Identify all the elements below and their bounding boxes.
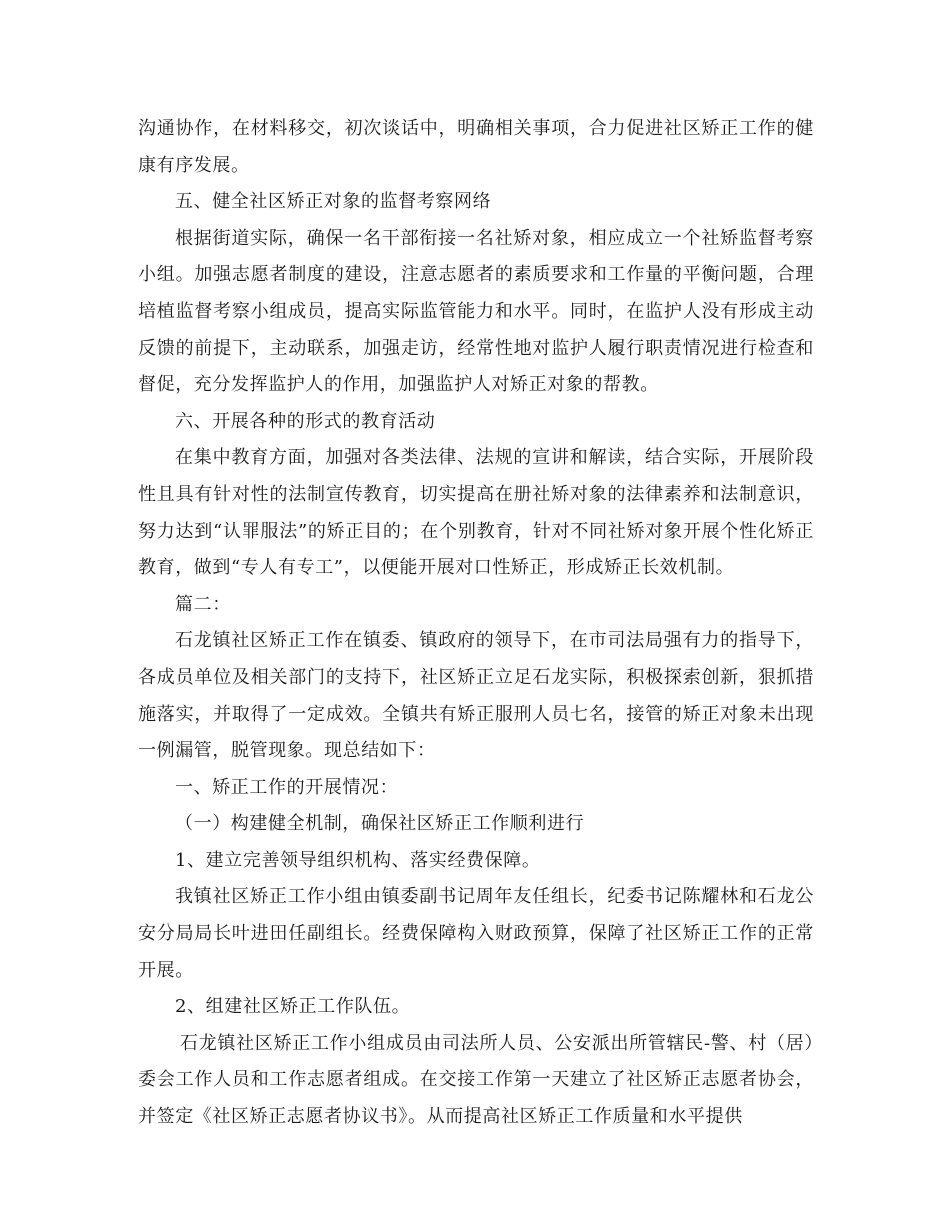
section-heading-1: 一、矫正工作的开展情况：: [175, 776, 399, 798]
paragraph-continuation: 沟通协作，在材料移交，初次谈话中，明确相关事项，合力促进社区矫正工作的健康有序发展。: [138, 118, 814, 176]
item-heading-1: 1、建立完善领导组织机构、落实经费保障。: [175, 849, 541, 871]
paragraph-education: 在集中教育方面，加强对各类法律、法规的宣讲和解读，结合实际，开展阶段性且具有针对性的法制宣传教育，切实提高在册社矫对象的法律素养和法制意识，努力达到“认罪服法”的矫正目的；在个别教育，针对不同社矫对象开展个性化矫正教育，做到“专人有专工”，以便能开展对口性矫正，形成矫正长效机制。: [138, 447, 814, 579]
part-two-heading: 篇二：: [175, 593, 231, 615]
paragraph-supervision: 根据街道实际，确保一名干部衔接一名社矫对象，相应成立一个社矫监督考察小组。加强志愿者制度的建设，注意志愿者的素质要求和工作量的平衡问题，合理培植监督考察小组成员，提高实际监管能力和水平。同时，在监护人没有形成主动反馈的前提下，主动联系，加强走访，经常性地对监护人履行职责情况进行检查和督促，充分发挥监护人的作用，加强监护人对矫正对象的帮教。: [138, 227, 814, 396]
subsection-heading-1: （一）构建健全机制，确保社区矫正工作顺利进行: [175, 813, 585, 835]
section-heading-6: 六、开展各种的形式的教育活动: [175, 410, 436, 432]
section-heading-5: 五、健全社区矫正对象的监督考察网络: [175, 191, 492, 213]
item-heading-2: 2、组建社区矫正工作队伍。: [175, 996, 411, 1018]
paragraph-shilong-intro: 石龙镇社区矫正工作在镇委、镇政府的领导下，在市司法局强有力的指导下，各成员单位及相关部门的支持下，社区矫正立足石龙实际，积极探索创新，狠抓措施落实，并取得了一定成效。全镇共有矫正服刑人员七名，接管的矫正对象未出现一例漏管，脱管现象。现总结如下：: [138, 630, 814, 762]
document-body: [138, 111, 814, 1136]
paragraph-team: 石龙镇社区矫正工作小组成员由司法所人员、公安派出所管辖民-警、村（居）委会工作人员和工作志愿者组成。在交接工作第一天建立了社区矫正志愿者协会，并签定《社区矫正志愿者协议书》。从而提高社区矫正工作质量和水平提供: [138, 1032, 814, 1128]
paragraph-leadership: 我镇社区矫正工作小组由镇委副书记周年友任组长，纪委书记陈耀林和石龙公安分局局长叶进田任副组长。经费保障构入财政预算，保障了社区矫正工作的正常开展。: [138, 886, 814, 981]
